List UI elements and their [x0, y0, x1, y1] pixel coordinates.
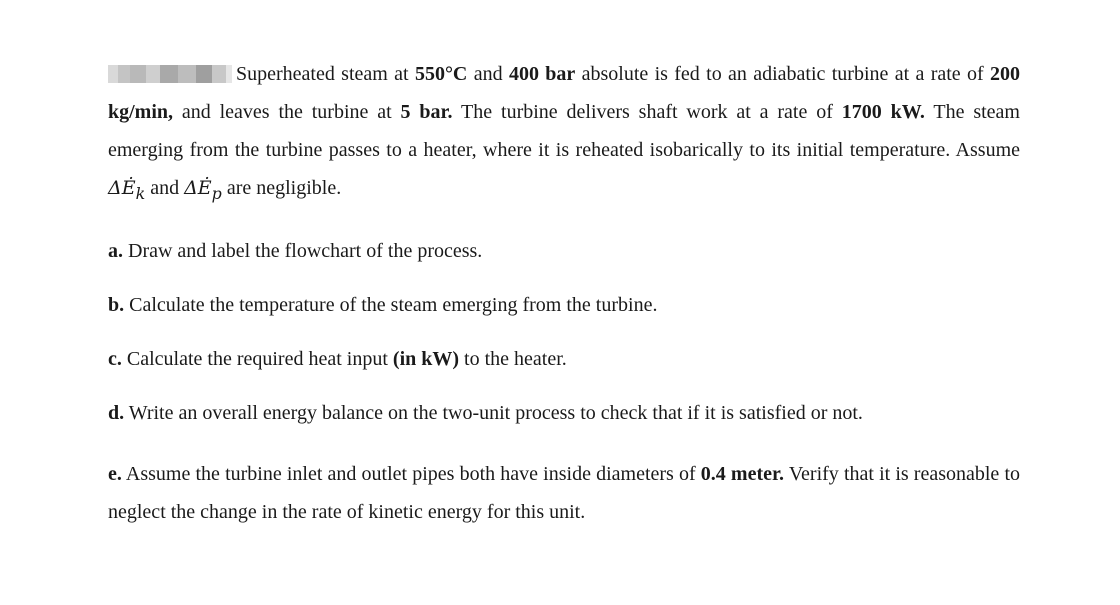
question-d: d. Write an overall energy balance on the two-unit process to check that if it is satisfied or not. — [108, 401, 863, 424]
question-a: a. Draw and label the flowchart of the process. — [108, 239, 483, 262]
mass-flow-rate: 200 kg/min, — [108, 63, 1021, 123]
question-e: e. Assume the turbine inlet and outlet pipes both have inside diameters of 0.4 meter. Verify that it is reasonable to neglect the change in the rate of kinetic energy for this unit. — [108, 462, 1020, 523]
shaft-work: 1700 kW. — [841, 101, 925, 123]
problem-statement: Superheated steam at 550°C and 400 bar absolute is fed to an adiabatic turbine at a rate of 200 kg/min, and leaves the turbine at 5 bar. The turbine delivers shaft work at a rate of 1700 kW. The steam emerging from the turbine passes to a heater, where it is reheated isobarically to its initial temperature. Assume $\Delta Ė_k$ and $\Delta Ė_p$ are negligible. — [108, 63, 1021, 203]
question-c: c. Calculate the required heat input (in kW) to the heater. — [108, 347, 567, 370]
delta-ek-symbol: $\Delta Ė_k$ — [108, 177, 146, 203]
inlet-temperature: 550°C — [414, 63, 468, 85]
redacted-label — [108, 65, 232, 83]
question-b: b. Calculate the temperature of the steam emerging from the turbine. — [108, 293, 658, 316]
inlet-pressure: 400 bar — [508, 63, 576, 85]
problem-document — [108, 55, 1020, 531]
delta-ep-symbol: $\Delta Ė_p$ — [184, 177, 222, 203]
outlet-pressure: 5 bar. — [400, 101, 453, 123]
